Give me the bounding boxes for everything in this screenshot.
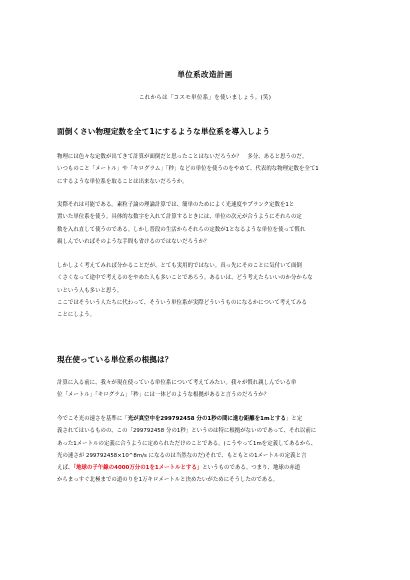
page-title: 単位系改造計画	[177, 70, 233, 79]
section-heading-unit-system: 面倒くさい物理定数を全て1にするような単位系を導入しよう	[57, 127, 271, 136]
text-fragment: えば、	[57, 465, 74, 472]
text-line	[57, 462, 357, 474]
emphasis-meridian-definition: 「地球の子午線の4000万分の1を1メートルとする」	[73, 465, 203, 472]
text-fragment: というものである。つまり、地球の赤道	[202, 465, 301, 472]
text-line: 光の速さが 299792458×10^8m/s になるのは当然なのだ)それで、もともとの1メートルの定義と言	[57, 452, 307, 459]
text-line: 数を入れ直して使うのである。しかし普段の生活からそれらの定数が1となるような単位を使って慣れ	[57, 226, 306, 233]
text-line: ここではそういう人たちに代わって、そういう単位系が実際どういうものになるかについて考えてみる	[57, 299, 307, 306]
paragraph-units-basis	[57, 377, 357, 402]
text-line: あった1メートルの定義に合うように定められただけのことである。(こうやって1mを定義してあるから、	[57, 440, 317, 447]
emphasis-speed-of-light-definition: 光が真空中を299792458 分の1秒の間に進む距離を1mとする	[127, 416, 286, 422]
text-line: 位「メートル」「キログラム」「秒」には一体どのような根拠があると言うのだろうか？	[57, 392, 270, 399]
text-line: にするような単位系を取ることは出来ないだろうか。	[57, 178, 188, 185]
text-line: いつものこと「メートル」や「キログラム」「秒」などの単位を使うのをやめて、代表的な物理定数を全て1	[57, 166, 319, 173]
text-line: ことにしよう。	[57, 312, 96, 319]
text-line: 置いた単位系を使う。具体的な数字を入れて計算するときには、単位の次元が合うようにそれらの定	[57, 214, 302, 221]
paragraph-feasibility	[57, 199, 357, 248]
text-fragment: 今でこそ光の速さを基準に「	[57, 416, 128, 422]
text-line: 計算に入る前に、我々が現在使っている単位系について考えてみたい。我々が慣れ親しんでいる単	[57, 380, 297, 386]
text-line: くさくなって途中で考えるのをやめた人も多いことであろう。あるいは、どう考えたらいいのか分からな	[57, 275, 313, 282]
paragraph-practicality	[57, 260, 357, 321]
text-line: 義されてはいるものの、この「299792458 分の1秒」というのは特に根拠がないのであって、それ以前に	[57, 428, 317, 435]
page-subtitle: これからは「コスモ単位系」を使いましょう。(笑)	[138, 95, 272, 101]
text-line	[57, 413, 357, 425]
text-fragment: 」と定	[285, 416, 303, 422]
text-line: 親しんでいればそのような手間も省けるのではないだろうか？	[57, 238, 210, 245]
section-heading-current-units: 現在使っている単位系の根拠は？	[57, 355, 173, 364]
text-line: 物理には色々な定数が出てきて計算が面倒だと思ったことはないだろうか？ 多分、あると思うのだ。	[57, 154, 308, 160]
text-line: いという人も多いと思う。	[57, 287, 123, 294]
text-line: からまっすぐ北極までの道のりを1万キロメートルと決めたいがためにそうしたのである。	[57, 477, 279, 484]
text-line: しかしよく考えてみれば分かることだが、とても実用的ではない。真っ先にそのことに気付いて面倒	[57, 263, 302, 269]
paragraph-meter-definition	[57, 413, 357, 487]
paragraph-intro	[57, 151, 357, 188]
text-line: 実際それは可能である。素粒子論の理論計算では、簡単のためによく光速度やプランク定数を1と	[57, 202, 295, 208]
